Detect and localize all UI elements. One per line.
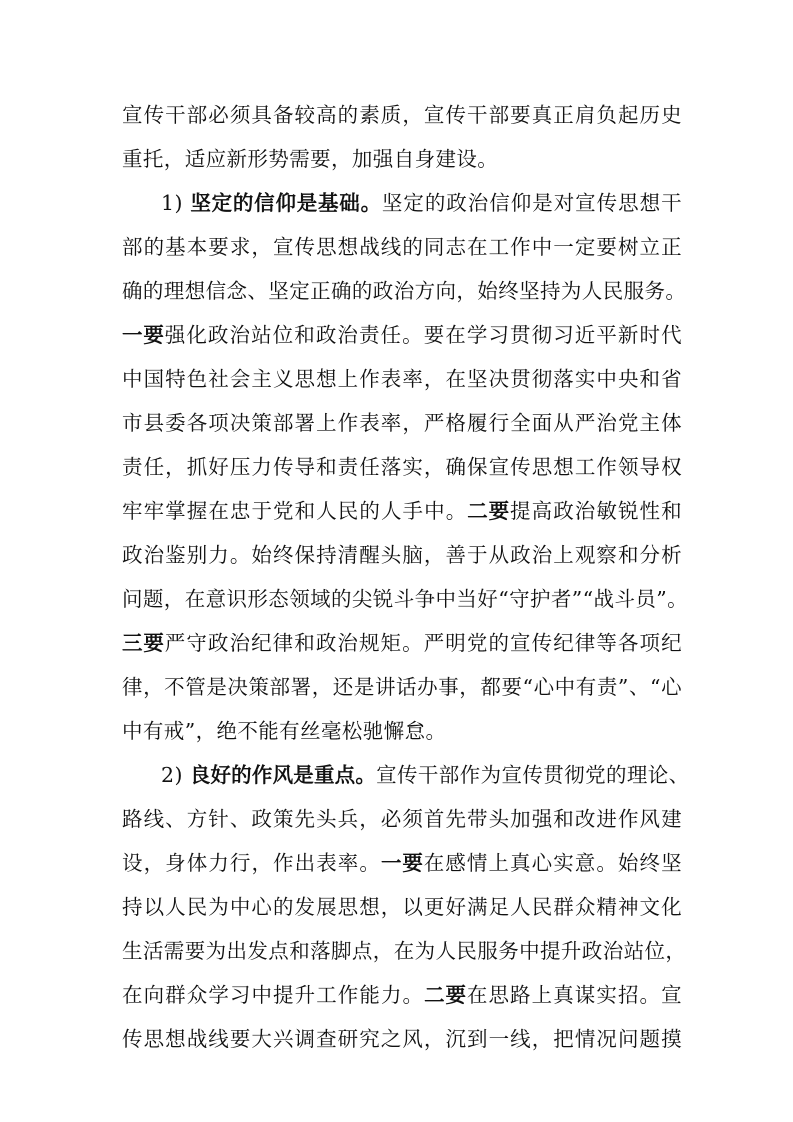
paragraph-heading-line — [161, 755, 690, 795]
text-run: 在思路上真谋实招。宣 — [466, 983, 683, 1007]
text-run: 路线、方针、政策先头兵，必须首先带头加强和改进作风建 — [122, 807, 682, 831]
text-run: 1) — [161, 191, 191, 215]
text-line — [122, 1019, 682, 1059]
text-run: 部的基本要求，宣传思想战线的同志在工作中一定要树立正 — [122, 235, 682, 259]
text-run: 政治鉴别力。始终保持清醒头脑，善于从政治上观察和分析 — [122, 543, 682, 567]
text-run: 问题，在意识形态领域的尖锐斗争中当好“守护者”“战斗员”。 — [122, 587, 689, 611]
text-run: 律，不管是决策部署，还是讲话办事，都要“心中有责”、“心 — [122, 675, 682, 699]
text-line — [122, 95, 682, 135]
text-run: 严守政治纪律和政治规矩。严明党的宣传纪律等各项纪 — [164, 631, 682, 655]
text-run: 强化政治站位和政治责任。要在学习贯彻习近平新时代 — [164, 323, 682, 347]
text-run: 传思想战线要大兴调查研究之风，沉到一线，把情况问题摸 — [122, 1027, 682, 1051]
bold-text-run: 三要 — [122, 631, 165, 655]
text-run: 中国特色社会主义思想上作表率，在坚决贯彻落实中央和省 — [122, 367, 682, 391]
text-line — [122, 535, 682, 575]
text-run: 坚定的政治信仰是对宣传思想干 — [381, 191, 682, 215]
text-run: 确的理想信念、坚定正确的政治方向，始终坚持为人民服务。 — [122, 279, 687, 303]
text-line — [122, 403, 682, 443]
text-line — [122, 623, 682, 663]
text-run: 宣传干部作为宣传贯彻党的理论、 — [376, 763, 690, 787]
text-line — [122, 139, 682, 179]
bold-text-run: 二要 — [467, 499, 511, 523]
text-line — [122, 359, 682, 399]
text-line — [122, 447, 682, 487]
text-run: 市县委各项决策部署上作表率，严格履行全面从严治党主体 — [122, 411, 682, 435]
bold-text-run: 坚定的信仰是基础。 — [190, 191, 382, 215]
text-line — [122, 843, 682, 883]
text-run: 牢牢掌握在忠于党和人民的人手中。 — [122, 499, 468, 523]
text-line — [122, 667, 682, 707]
text-line — [122, 975, 682, 1015]
bold-text-run: 一要 — [380, 851, 424, 875]
bold-text-run: 二要 — [424, 983, 467, 1007]
text-run: 在感情上真心实意。始终坚 — [423, 851, 682, 875]
text-run: 持以人民为中心的发展思想，以更好满足人民群众精神文化 — [122, 895, 682, 919]
text-run: 宣传干部必须具备较高的素质，宣传干部要真正肩负起历史 — [122, 103, 682, 127]
text-run: 在向群众学习中提升工作能力。 — [122, 983, 425, 1007]
text-run: 重托，适应新形势需要，加强自身建设。 — [122, 147, 499, 171]
text-line — [122, 271, 687, 311]
text-line — [122, 931, 687, 971]
text-run: 责任，抓好压力传导和责任落实，确保宣传思想工作领导权 — [122, 455, 682, 479]
text-line — [122, 799, 682, 839]
bold-text-run: 一要 — [122, 323, 165, 347]
bold-text-run: 良好的作风是重点。 — [189, 763, 377, 787]
text-run: 设，身体力行，作出表率。 — [122, 851, 381, 875]
text-line — [122, 491, 682, 531]
text-run: 2) — [161, 763, 190, 787]
text-line — [122, 711, 682, 751]
paragraph-heading-line — [161, 183, 682, 223]
text-line — [122, 227, 682, 267]
text-run: 生活需要为出发点和落脚点，在为人民服务中提升政治站位， — [122, 939, 687, 963]
text-line — [122, 315, 682, 355]
text-run: 提高政治敏锐性和 — [510, 499, 683, 523]
text-run: 中有戒”，绝不能有丝毫松驰懈怠。 — [122, 719, 447, 743]
text-line — [122, 579, 689, 619]
text-line — [122, 887, 682, 927]
